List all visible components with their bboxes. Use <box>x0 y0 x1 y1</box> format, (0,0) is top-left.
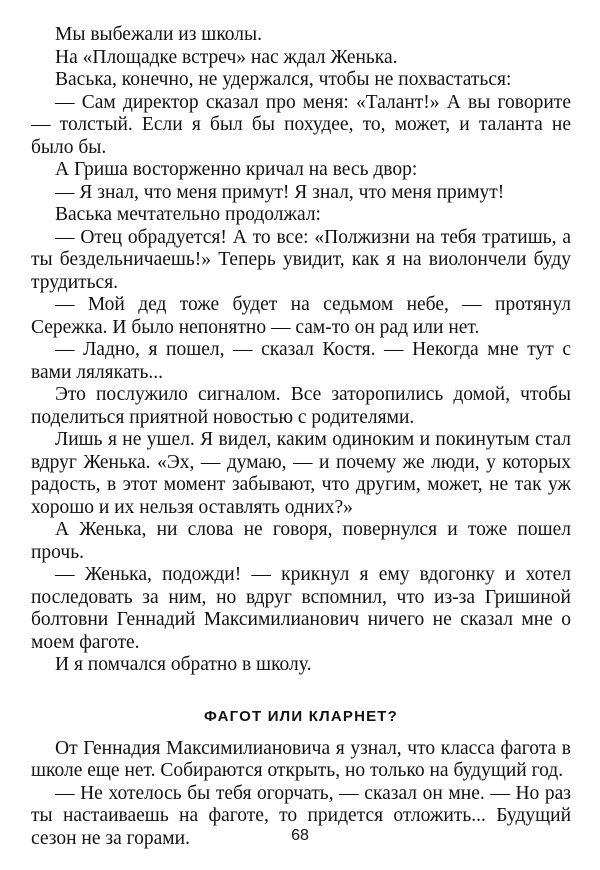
paragraph: Мы выбежали из школы. <box>55 24 262 45</box>
book-page <box>31 24 571 850</box>
page-number: 68 <box>291 827 309 844</box>
paragraph: — Не хотелось бы тебя огорчать, — сказал он мне. — Но раз ты настаиваешь на фаготе, то придется отложить... Будущий сезон не за горами. <box>31 782 571 849</box>
paragraph: А Женька, ни слова не говоря, повернулся и тоже пошел прочь. <box>31 519 571 563</box>
paragraph: — Ладно, я пошел, — сказал Костя. — Некогда мне тут с вами лялякать... <box>31 339 571 383</box>
paragraph: — Сам директор сказал про меня: «Талант!» А вы говорите — толстый. Если я был бы похудее, то, может, и таланта не было бы. <box>31 91 571 158</box>
paragraph: Васька мечтательно продолжал: <box>55 204 321 225</box>
paragraph: — Женька, подожди! — крикнул я ему вдогонку и хотел последовать за ним, но вдруг вспомнил, что из-за Гришиной болтовни Геннадий Максимилианович ничего не сказал мне о моем фаготе. <box>31 564 571 653</box>
chapter-heading: ФАГОТ ИЛИ КЛАРНЕТ? <box>203 707 399 725</box>
text-section-1 <box>31 24 571 677</box>
paragraph: — Мой дед тоже будет на седьмом небе, — протянул Сережка. И было непонятно — сам-то он рад или нет. <box>31 294 571 338</box>
paragraph: — Отец обрадуется! А то все: «Полжизни на тебя тратишь, а ты бездельничаешь!» Теперь увидит, как я на виолончели буду трудиться. <box>31 226 571 293</box>
paragraph: На «Площадке встреч» нас ждал Женька. <box>55 46 398 68</box>
paragraph: Это послужило сигналом. Все заторопились домой, чтобы поделиться приятной новостью с родителями. <box>31 384 571 428</box>
paragraph: От Геннадия Максимилиановича я узнал, что класса фагота в школе еще нет. Собираются открыть, но только на будущий год. <box>31 737 571 781</box>
paragraph: Васька, конечно, не удержался, чтобы не похвастаться: <box>55 69 512 90</box>
paragraph: — Я знал, что меня примут! Я знал, что меня примут! <box>55 181 505 203</box>
paragraph: Лишь я не ушел. Я видел, каким одиноким и покинутым стал вдруг Женька. «Эх, — думаю, — и почему же люди, у которых радость, в этот момент забывают, что другим, может, не так уж хорошо и их нельзя оставлять одних?» <box>31 429 571 518</box>
paragraph: А Гриша восторженно кричал на весь двор: <box>55 159 418 180</box>
paragraph: И я помчался обратно в школу. <box>55 654 312 675</box>
